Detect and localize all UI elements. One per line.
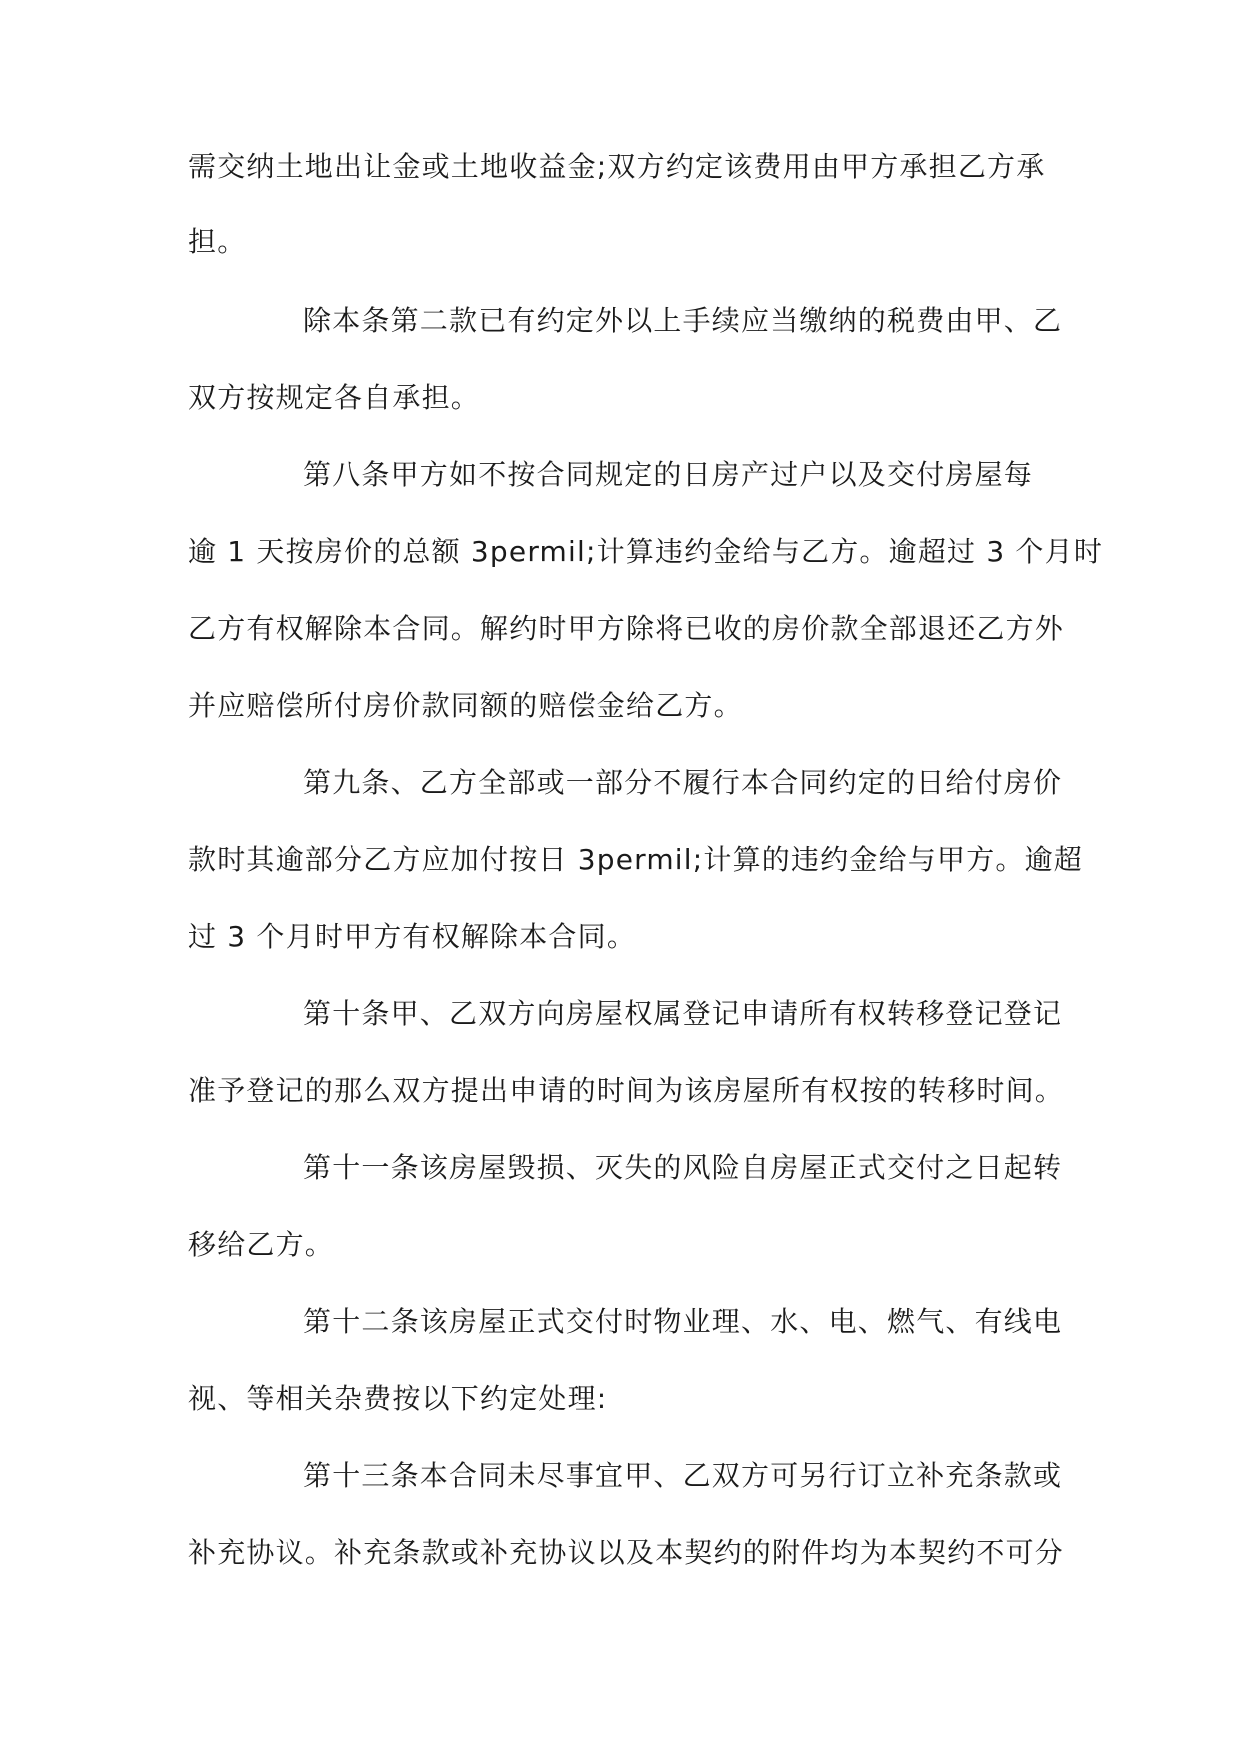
text-line: 需交纳土地出让金或土地收益金;双方约定该费用由甲方承担乙方承 [188, 150, 1046, 183]
text-line: 补充协议。补充条款或补充协议以及本契约的附件均为本契约不可分 [188, 1536, 1065, 1569]
text-line: 乙方有权解除本合同。解约时甲方除将已收的房价款全部退还乙方外 [188, 612, 1065, 645]
text-line: 视、等相关杂费按以下约定处理: [188, 1382, 608, 1415]
text-line: 款时其逾部分乙方应加付按日 3permil;计算的违约金给与甲方。逾超 [188, 843, 1084, 876]
text-line: 担。 [188, 225, 247, 258]
text-line: 过 3 个月时甲方有权解除本合同。 [188, 920, 637, 953]
text-line: 第十条甲、乙双方向房屋权属登记申请所有权转移登记登记 [303, 997, 1063, 1030]
text-line: 第十三条本合同未尽事宜甲、乙双方可另行订立补充条款或 [303, 1459, 1063, 1492]
text-line: 第十一条该房屋毁损、灭失的风险自房屋正式交付之日起转 [303, 1151, 1063, 1184]
text-line: 第八条甲方如不按合同规定的日房产过户以及交付房屋每 [303, 458, 1034, 491]
text-line: 第九条、乙方全部或一部分不履行本合同约定的日给付房价 [303, 766, 1063, 799]
text-line: 除本条第二款已有约定外以上手续应当缴纳的税费由甲、乙 [303, 304, 1063, 337]
text-line: 第十二条该房屋正式交付时物业理、水、电、燃气、有线电 [303, 1305, 1063, 1338]
text-line: 准予登记的那么双方提出申请的时间为该房屋所有权按的转移时间。 [188, 1074, 1065, 1107]
text-line: 并应赔偿所付房价款同额的赔偿金给乙方。 [188, 689, 743, 722]
text-line: 移给乙方。 [188, 1228, 335, 1261]
text-line: 双方按规定各自承担。 [188, 381, 481, 414]
text-line: 逾 1 天按房价的总额 3permil;计算违约金给与乙方。逾超过 3 个月时 [188, 535, 1104, 568]
